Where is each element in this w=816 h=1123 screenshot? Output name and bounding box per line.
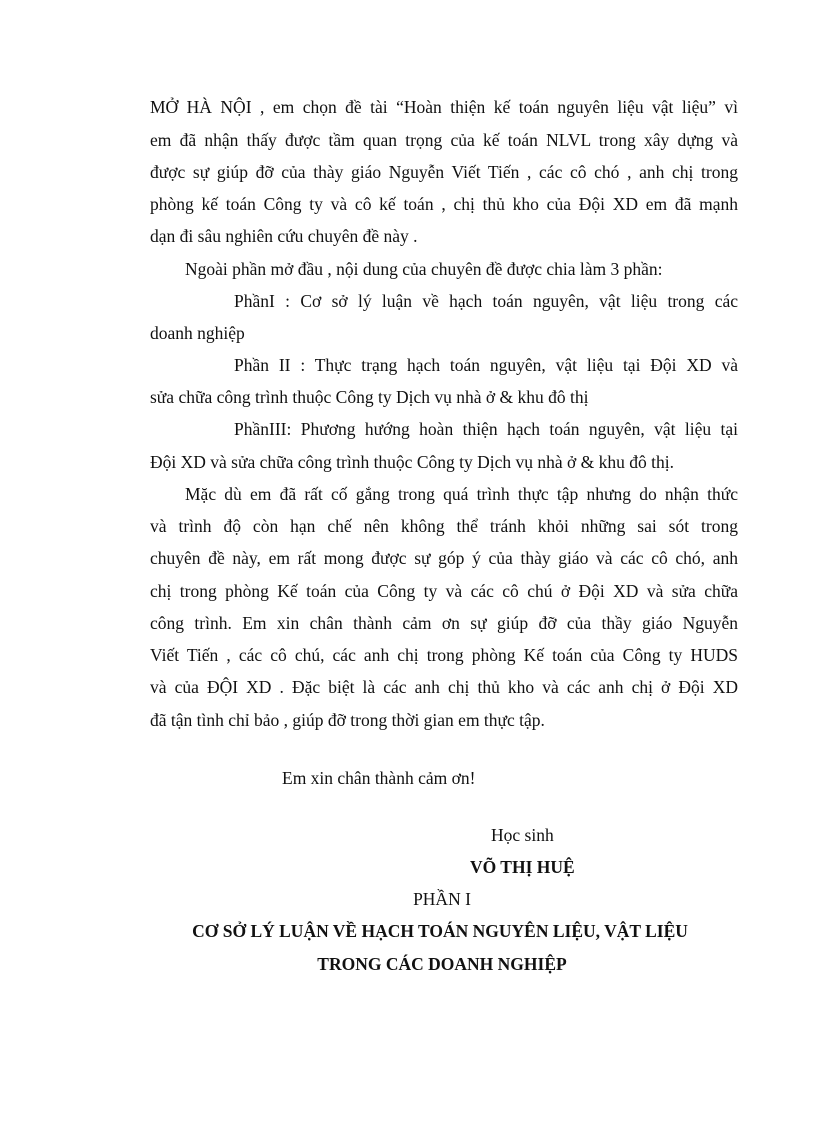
section-title-line: CƠ SỞ LÝ LUẬN VỀ HẠCH TOÁN NGUYÊN LIỆU, VẬT LIỆU xyxy=(192,921,688,941)
thanks-line: và của ĐỘI XD . Đặc biệt là các anh chị thủ kho và các anh chị ở Đội XD xyxy=(150,677,738,697)
part-3-line: PhầnIII: Phương hướng hoàn thiện hạch toán nguyên, vật liệu tại xyxy=(234,419,738,439)
section-heading: PHẦN I xyxy=(413,889,471,909)
intro-line: em đã nhận thấy được tầm quan trọng của kế toán NLVL trong xây dựng và xyxy=(150,130,738,150)
section-title-line: TRONG CÁC DOANH NGHIỆP xyxy=(317,954,567,974)
intro-line: dạn đi sâu nghiên cứu chuyên đề này . xyxy=(150,226,418,246)
thanks-line: Viết Tiến , các cô chú, các anh chị trong phòng Kế toán của Công ty HUDS xyxy=(150,645,738,665)
part-3-line: Đội XD và sửa chữa công trình thuộc Công ty Dịch vụ nhà ở & khu đô thị. xyxy=(150,452,674,472)
part-2-line: Phần II : Thực trạng hạch toán nguyên, vật liệu tại Đội XD và xyxy=(234,355,738,375)
intro-line: được sự giúp đỡ của thày giáo Nguyễn Viết Tiến , các cô chó , anh chị trong xyxy=(150,162,738,182)
structure-intro: Ngoài phần mở đầu , nội dung của chuyên đề được chia làm 3 phần: xyxy=(185,259,663,279)
part-2-line: sửa chữa công trình thuộc Công ty Dịch vụ nhà ở & khu đô thị xyxy=(150,387,589,407)
thanks-line: chuyên đề này, em rất mong được sự góp ý của thày giáo và các cô chó, anh xyxy=(150,548,738,568)
part-1-line: PhầnI : Cơ sở lý luận về hạch toán nguyên, vật liệu trong các xyxy=(234,291,738,311)
thanks-line: đã tận tình chỉ bảo , giúp đỡ trong thời gian em thực tập. xyxy=(150,710,545,730)
thanks-line: Mặc dù em đã rất cố gắng trong quá trình thực tập nhưng do nhận thức xyxy=(185,484,738,504)
thanks-line: và trình độ còn hạn chế nên không thể tránh khỏi những sai sót trong xyxy=(150,516,738,536)
signature-name: VÕ THỊ HUỆ xyxy=(470,857,575,877)
part-1-line: doanh nghiệp xyxy=(150,323,245,343)
intro-line: phòng kế toán Công ty và cô kế toán , chị thủ kho của Đội XD em đã mạnh xyxy=(150,194,738,214)
thanks-line: chị trong phòng Kế toán của Công ty và các cô chú ở Đội XD và sửa chữa xyxy=(150,581,738,601)
intro-line: MỞ HÀ NỘI , em chọn đề tài “Hoàn thiện kế toán nguyên liệu vật liệu” vì xyxy=(150,97,738,117)
closing-text: Em xin chân thành cảm ơn! xyxy=(282,768,476,788)
thanks-line: công trình. Em xin chân thành cảm ơn sự giúp đỡ của thầy giáo Nguyễn xyxy=(150,613,738,633)
signature-role: Học sinh xyxy=(491,825,554,845)
